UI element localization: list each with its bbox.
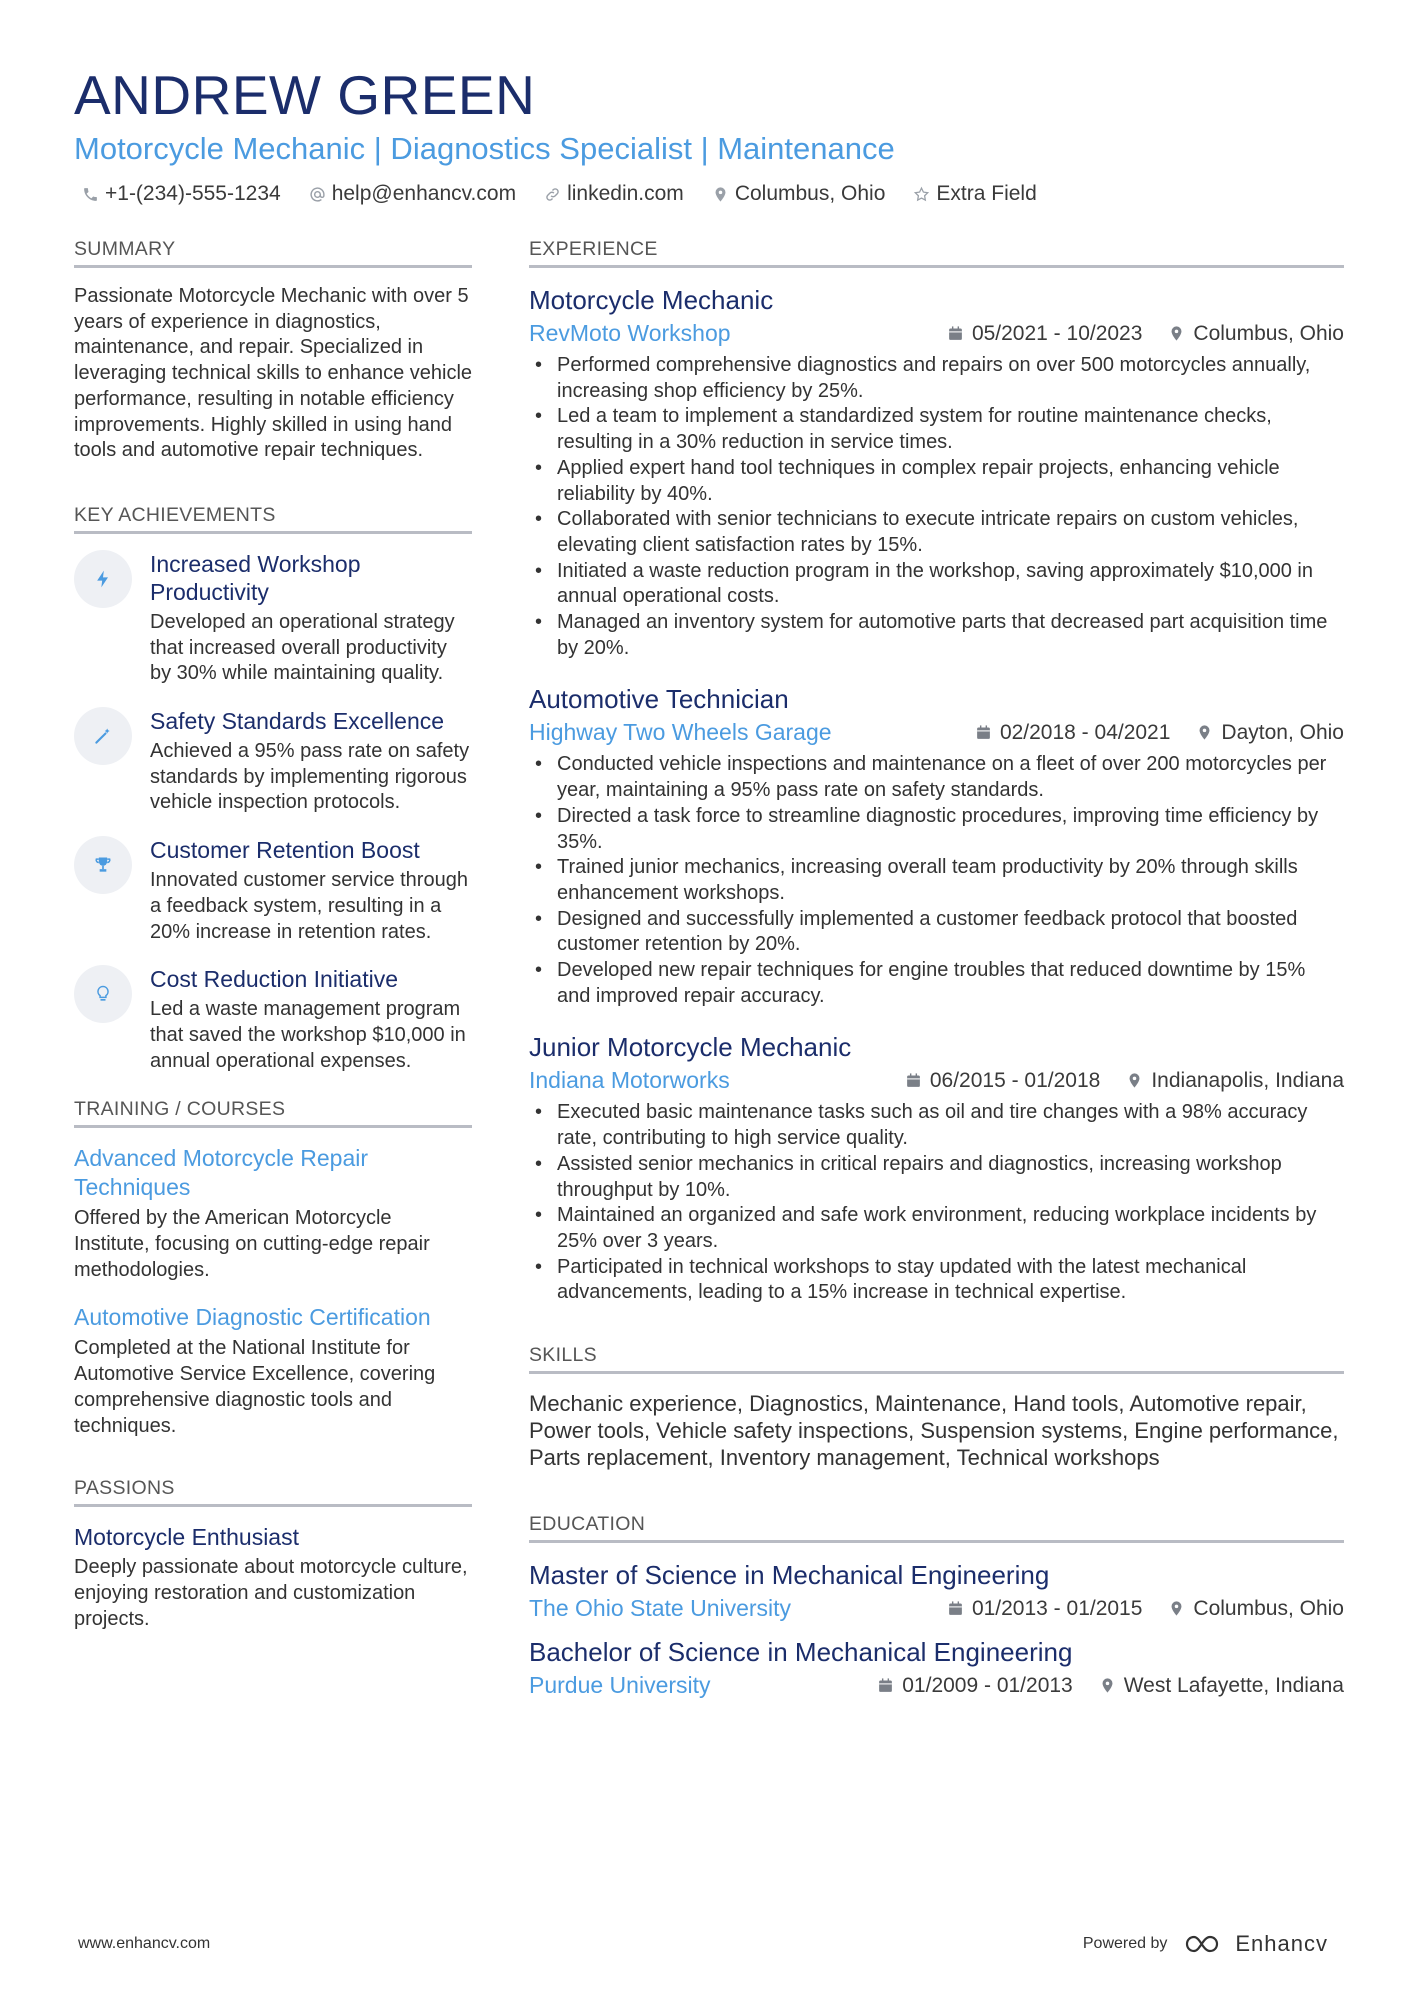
phone-icon: [82, 186, 99, 203]
passions-heading: PASSIONS: [74, 1477, 472, 1507]
star-icon: [913, 186, 930, 203]
wand-icon: [74, 707, 132, 765]
map-pin-icon: [1168, 325, 1185, 342]
achievement-desc: Innovated customer service through a feedback system, resulting in a 20% increase in retention rates.: [150, 869, 468, 943]
job-meta: [529, 320, 1344, 347]
passion-item: [74, 1523, 472, 1632]
achievement-title: Customer Retention Boost: [150, 837, 420, 864]
job-bullet: • Applied expert hand tool techniques in complex repair projects, enhancing vehicle reliability by 40%.: [529, 456, 1344, 507]
job-dates-text: 05/2021 - 10/2023: [971, 321, 1143, 345]
achievement-item: [74, 965, 472, 1074]
contact-bar: [74, 182, 1344, 206]
achievement-title: Cost Reduction Initiative: [150, 966, 399, 993]
training-title: Automotive Diagnostic Certification: [74, 1304, 431, 1331]
job-bullet: • Participated in technical workshops to stay updated with the latest mechanical advancements, leading to a 15% increase in technical expertise.: [529, 1255, 1344, 1306]
job-meta: [529, 719, 1344, 746]
job-bullet: • Conducted vehicle inspections and maintenance on a fleet of over 200 motorcycles per year, maintaining a 95% pass rate on safety standards.: [529, 752, 1344, 803]
achievements-list: [74, 550, 472, 1074]
candidate-headline: Motorcycle Mechanic | Diagnostics Specialist | Maintenance: [74, 131, 895, 166]
infinity-logo-icon: [1183, 1932, 1227, 1956]
job-dates-text: 02/2018 - 04/2021: [999, 720, 1171, 744]
contact-extra: [913, 182, 1036, 206]
education-meta-right: [877, 1674, 1344, 1698]
map-pin-icon: [1196, 724, 1213, 741]
calendar-icon: [975, 724, 992, 741]
achievement-desc: Led a waste management program that saved the workshop $10,000 in annual operational expenses.: [150, 998, 466, 1072]
right-column: [529, 238, 1344, 1721]
job-bullets: [529, 353, 1344, 661]
job-company: RevMoto Workshop: [529, 320, 731, 346]
job-bullet: • Designed and successfully implemented a customer feedback protocol that boosted customer retention by 20%.: [529, 907, 1344, 958]
summary-heading: SUMMARY: [74, 238, 472, 268]
achievements-heading: KEY ACHIEVEMENTS: [74, 504, 472, 534]
job-bullet: • Assisted senior mechanics in critical repairs and diagnostics, increasing workshop throughput by 10%.: [529, 1152, 1344, 1203]
trophy-icon: [74, 836, 132, 894]
job-bullet: • Trained junior mechanics, increasing overall team productivity by 20% through skills enhancement workshops.: [529, 855, 1344, 906]
job-bullet: • Managed an inventory system for automotive parts that decreased part acquisition time by 20%.: [529, 610, 1344, 661]
job-meta-right: [947, 322, 1344, 346]
job-dates: [947, 322, 1142, 346]
job-location: [1168, 322, 1344, 346]
experience-heading: EXPERIENCE: [529, 238, 1344, 268]
job-location-text: Columbus, Ohio: [1193, 321, 1344, 345]
achievement-item: [74, 550, 472, 687]
phone-text: +1-(234)-555-1234: [105, 182, 281, 205]
job-company: Highway Two Wheels Garage: [529, 719, 832, 746]
training-heading: TRAINING / COURSES: [74, 1098, 472, 1128]
education-location: [1168, 1597, 1344, 1621]
job-company: Indiana Motorworks: [529, 1067, 730, 1094]
passion-title: Motorcycle Enthusiast: [74, 1524, 299, 1551]
experience-entry: [529, 1031, 1344, 1306]
contact-location: [712, 182, 886, 206]
footer-website[interactable]: www.enhancv.com: [78, 1935, 211, 1952]
experience-entry: [529, 284, 1344, 661]
experience-entry: [529, 683, 1344, 1009]
extra-text: Extra Field: [936, 182, 1037, 205]
education-meta: [529, 1672, 1344, 1699]
education-meta-right: [947, 1597, 1344, 1621]
map-pin-icon: [1099, 1677, 1116, 1694]
job-dates: [975, 721, 1170, 745]
job-bullet: • Performed comprehensive diagnostics and repairs on over 500 motorcycles annually, increasing shop efficiency by 25%.: [529, 353, 1344, 404]
achievement-title: Increased Workshop Productivity: [150, 550, 361, 605]
training-desc: Completed at the National Institute for Automotive Service Excellence, covering comprehensive diagnostic tools and techniques.: [74, 1337, 436, 1437]
summary-text: Passionate Motorcycle Mechanic with over 5 years of experience in diagnostics, maintenance, and repair. Specialized in leveraging technical skills to enhance vehicle performance, resulting in notable efficiency improvements. Highly skilled in using hand tools and automotive repair techniques.: [74, 285, 473, 462]
link-icon: [544, 186, 561, 203]
education-heading: EDUCATION: [529, 1513, 1344, 1543]
lightning-icon: [74, 550, 132, 608]
school-name: Purdue University: [529, 1672, 711, 1699]
education-entry: [529, 1636, 1344, 1699]
job-bullets: [529, 752, 1344, 1009]
job-bullet: • Directed a task force to streamline diagnostic procedures, improving time efficiency by 35%.: [529, 804, 1344, 855]
job-bullet: • Executed basic maintenance tasks such as oil and tire changes with a 98% accuracy rate, contributing to high service quality.: [529, 1100, 1344, 1151]
education-dates-text: 01/2009 - 01/2013: [902, 1673, 1073, 1697]
education-dates-text: 01/2013 - 01/2015: [971, 1596, 1143, 1620]
email-text: help@enhancv.com: [331, 182, 517, 205]
achievement-desc: Achieved a 95% pass rate on safety standards by implementing rigorous vehicle inspection protocols.: [150, 740, 470, 814]
job-meta: [529, 1067, 1344, 1094]
skills-heading: SKILLS: [529, 1344, 1344, 1374]
job-title: Automotive Technician: [529, 684, 789, 715]
candidate-name: ANDREW GREEN: [74, 64, 536, 126]
education-location: [1099, 1674, 1344, 1698]
page-footer: [78, 1931, 1328, 1957]
training-item: [74, 1303, 472, 1439]
education-dates: [877, 1674, 1072, 1698]
training-item: [74, 1144, 472, 1283]
linkedin-text: linkedin.com: [567, 182, 684, 205]
job-bullet: • Initiated a waste reduction program in the workshop, saving approximately $10,000 in annual operational costs.: [529, 559, 1344, 610]
achievement-item: [74, 707, 472, 816]
map-pin-icon: [1168, 1600, 1185, 1617]
education-entry: [529, 1559, 1344, 1622]
calendar-icon: [947, 1600, 964, 1617]
education-location-text: West Lafayette, Indiana: [1123, 1673, 1344, 1697]
passion-desc: Deeply passionate about motorcycle culture, enjoying restoration and customization projects.: [74, 1556, 468, 1630]
brand-name: Enhancv: [1235, 1931, 1328, 1956]
calendar-icon: [877, 1677, 894, 1694]
achievement-title: Safety Standards Excellence: [150, 708, 445, 735]
job-location-text: Dayton, Ohio: [1221, 720, 1344, 744]
at-icon: [309, 186, 326, 203]
job-title: Motorcycle Mechanic: [529, 285, 774, 315]
job-meta-right: [905, 1069, 1344, 1093]
job-location-text: Indianapolis, Indiana: [1151, 1068, 1344, 1092]
skills-text: Mechanic experience, Diagnostics, Maintenance, Hand tools, Automotive repair, Power tools, Vehicle safety inspections, Suspension systems, Engine performance, Parts replacement, Inventory management, Technical workshops: [529, 1391, 1339, 1471]
map-pin-icon: [1126, 1072, 1143, 1089]
degree-title: Bachelor of Science in Mechanical Engineering: [529, 1637, 1073, 1668]
job-bullet: • Maintained an organized and safe work environment, reducing workplace incidents by 25% over 3 years.: [529, 1203, 1344, 1254]
location-text: Columbus, Ohio: [734, 182, 886, 205]
resume-columns: [74, 238, 1344, 1721]
school-name: The Ohio State University: [529, 1595, 792, 1622]
education-location-text: Columbus, Ohio: [1193, 1596, 1344, 1620]
powered-by: [1083, 1931, 1328, 1957]
job-bullet: • Led a team to implement a standardized system for routine maintenance checks, resulting in a 30% reduction in service times.: [529, 404, 1344, 455]
job-title: Junior Motorcycle Mechanic: [529, 1032, 852, 1063]
training-desc: Offered by the American Motorcycle Institute, focusing on cutting-edge repair methodologies.: [74, 1207, 430, 1281]
contact-linkedin[interactable]: [544, 182, 684, 206]
contact-phone[interactable]: [82, 182, 281, 206]
resume-page: [74, 62, 1344, 1699]
achievement-item: [74, 836, 472, 945]
job-dates-text: 06/2015 - 01/2018: [929, 1068, 1101, 1092]
brand-logo[interactable]: [1183, 1931, 1328, 1957]
job-bullet: • Developed new repair techniques for engine troubles that reduced downtime by 15% and improved repair accuracy.: [529, 958, 1344, 1009]
left-column: [74, 238, 472, 1721]
job-location: [1126, 1069, 1344, 1093]
job-location: [1196, 721, 1344, 745]
calendar-icon: [947, 325, 964, 342]
job-meta-right: [975, 721, 1344, 745]
education-dates: [947, 1597, 1142, 1621]
education-meta: [529, 1595, 1344, 1622]
training-title: Advanced Motorcycle Repair Techniques: [74, 1145, 369, 1201]
achievement-desc: Developed an operational strategy that increased overall productivity by 30% while maintaining quality.: [150, 610, 455, 685]
job-dates: [905, 1069, 1100, 1093]
map-pin-icon: [712, 186, 729, 203]
job-bullets: [529, 1100, 1344, 1306]
job-bullet: • Collaborated with senior technicians to execute intricate repairs on custom vehicles, elevating client satisfaction rates by 15%.: [529, 507, 1344, 558]
contact-email[interactable]: [309, 182, 516, 206]
powered-by-text: Powered by: [1082, 1935, 1168, 1952]
calendar-icon: [905, 1072, 922, 1089]
degree-title: Master of Science in Mechanical Engineering: [529, 1560, 1050, 1591]
lightbulb-icon: [74, 965, 132, 1023]
